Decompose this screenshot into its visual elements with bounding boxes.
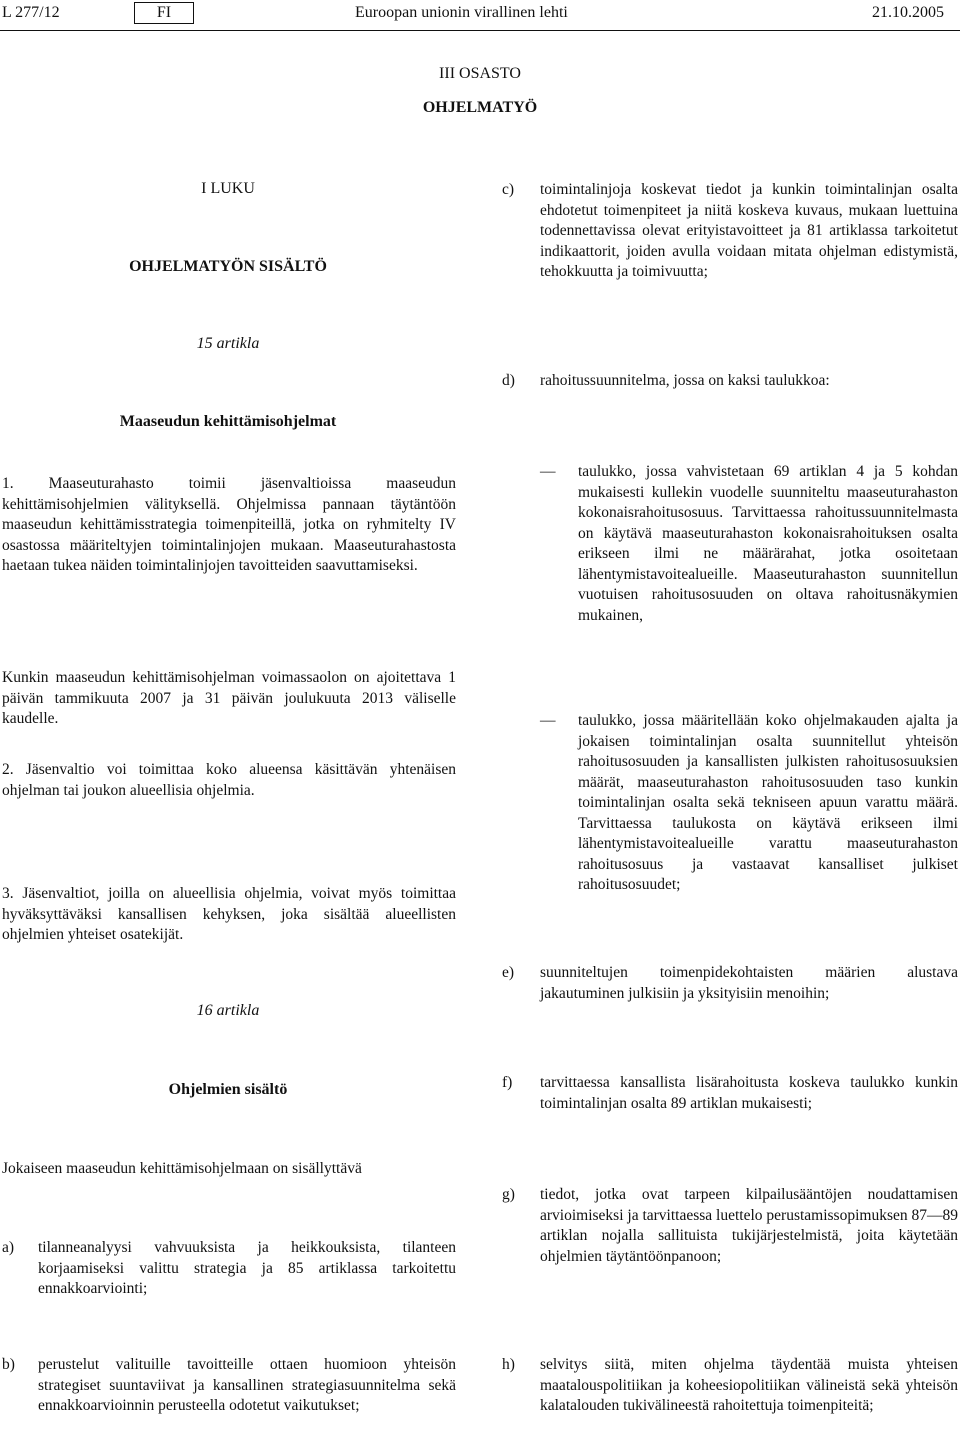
section-subtitle: OHJELMATYÖ bbox=[422, 99, 538, 116]
article-16-number: 16 artikla bbox=[196, 1002, 260, 1019]
item-h-text: selvitys siitä, miten ohjelma täydentää muista yhteisen maatalouspolitiikan ja koheesiopolitiikan välineistä sekä yhteisön kalatalouden tukivälineestä rahoitettuja toimenpiteitä; bbox=[540, 1356, 958, 1414]
item-e-label: e) bbox=[502, 964, 515, 981]
item-h-label: h) bbox=[502, 1356, 515, 1373]
item-c-text: toimintalinjoja koskevat tiedot ja kunkin toimintalinjan osalta ehdotetut toimenpiteet ja niitä koskeva kuvaus, mukaan luettuina todennettavissa olevat erityistavoitteet ja 81 artiklassa tarkoitetut indikaattorit, joiden avulla voidaan mitata ohjelman edistymistä, tehokkuutta ja toimivuutta; bbox=[540, 181, 958, 280]
article-15-paragraph-1-continued: Kunkin maaseudun kehittämisohjelman voimassaolon on ajoitettava 1 päivän tammikuuta 2007 ja 31 päivän joulukuuta 2013 väliselle kaudelle. bbox=[2, 669, 456, 727]
header-rule bbox=[0, 30, 960, 31]
journal-header bbox=[0, 0, 960, 26]
article-15-number: 15 artikla bbox=[196, 335, 260, 352]
item-f-text: tarvittaessa kansallista lisärahoitusta koskeva taulukko kunkin toimintalinjan osalta 89 artiklan mukaisesti; bbox=[540, 1074, 958, 1112]
language-badge: FI bbox=[134, 2, 194, 24]
item-g-label: g) bbox=[502, 1186, 515, 1203]
item-b-text: perustelut valituille tavoitteille ottaen huomioon yhteisön strategiset suuntaviivat ja kansallinen strategiasuunnitelma sekä ennakkoarvioinnin perusteella odotetut vaikutukset; bbox=[38, 1356, 456, 1414]
item-a-text: tilanneanalyysi vahvuuksista ja heikkouksista, tilanteen korjaamiseksi valittu strategia ja 85 artiklassa tarkoitettu ennakkoarviointi; bbox=[38, 1239, 456, 1297]
article-16-title: Ohjelmien sisältö bbox=[168, 1081, 288, 1098]
item-d-table-2-text: taulukko, jossa määritellään koko ohjelmakauden ajalta ja jokaisen toimintalinjan osalta suunnitellut yhteisön rahoitusosuuden ja kansallisten julkisten rahoitusosuuksien määrät, maaseuturahaston rahoitusosuuden taso kunkin toimintalinjan osalta sekä tekniseen apuun varattu määrä. Tarvittaessa taulukosta on käytävä erikseen ilmi lähentymistavoitealueille varattu maaseuturahaston rahoitusosuus ja vastaavat kansalliset julkiset rahoitusosuudet; bbox=[578, 712, 958, 893]
page-reference: L 277/12 bbox=[2, 4, 60, 21]
item-c-label: c) bbox=[502, 181, 515, 198]
chapter-title: I LUKU bbox=[201, 180, 255, 197]
article-15-paragraph-2: 2. Jäsenvaltio voi toimittaa koko alueensa käsittävän yhtenäisen ohjelman tai joukon alueellisia ohjelmia. bbox=[2, 761, 456, 799]
section-title: III OSASTO bbox=[439, 65, 521, 82]
article-15-title: Maaseudun kehittämisohjelmat bbox=[119, 413, 337, 430]
item-d-label: d) bbox=[502, 372, 515, 389]
item-a-label: a) bbox=[2, 1239, 15, 1256]
article-15-paragraph-1: 1. Maaseuturahasto toimii jäsenvaltioissa maaseudun kehittämisohjelmien välityksellä. Ohjelmissa pannaan täytäntöön maaseudun kehittämisstrategia toimenpiteillä, jotka on ryhmitelty IV osastossa määriteltyjen toimintalinjojen mukaan. Maaseuturahastosta haetaan tukea näiden toimintalinjojen tavoitteiden saavuttamiseksi. bbox=[2, 475, 456, 574]
item-e-text: suunniteltujen toimenpidekohtaisten määrien alustava jakautuminen julkisiin ja yksityisiin menoihin; bbox=[540, 964, 958, 1002]
article-15-paragraph-3: 3. Jäsenvaltiot, joilla on alueellisia ohjelmia, voivat myös toimittaa hyväksyttäväksi kansallisen kehyksen, joka sisältää alueellisten ohjelmien yhteiset osatekijät. bbox=[2, 885, 456, 943]
item-d-dash-2: — bbox=[540, 712, 556, 729]
item-b-label: b) bbox=[2, 1356, 15, 1373]
item-d-text: rahoitussuunnitelma, jossa on kaksi taulukkoa: bbox=[540, 372, 830, 389]
publication-date: 21.10.2005 bbox=[872, 4, 944, 21]
article-16-intro: Jokaiseen maaseudun kehittämisohjelmaan on sisällyttävä bbox=[2, 1160, 362, 1177]
item-d-table-1-text: taulukko, jossa vahvistetaan 69 artiklan 4 ja 5 kohdan mukaisesti kullekin vuodelle suunniteltu maaseuturahaston kokonaisrahoitusosuus. Tarvittaessa rahoitussuunnitelmasta on käytävä maaseuturahaston kokonaisrahoituksen osalta erikseen ilmi ne määrärahat, jotka osoitetaan lähentymistavoitealueille. Maaseuturahaston suunnitellun vuotuisen rahoitusosuuden on oltava rahoitusnäkymien mukainen, bbox=[578, 463, 958, 624]
item-d-dash-1: — bbox=[540, 463, 556, 480]
chapter-subtitle: OHJELMATYÖN SISÄLTÖ bbox=[129, 258, 327, 275]
item-f-label: f) bbox=[502, 1074, 513, 1091]
journal-title: Euroopan unionin virallinen lehti bbox=[355, 4, 568, 21]
item-g-text: tiedot, jotka ovat tarpeen kilpailusääntöjen noudattamisen arvioimiseksi ja tarvittaessa luettelo perustamissopimuksen 87—89 artiklan nojalla sallituista tukijärjestelmistä, joita käytetään ohjelmien täytäntöönpanoon; bbox=[540, 1186, 958, 1265]
